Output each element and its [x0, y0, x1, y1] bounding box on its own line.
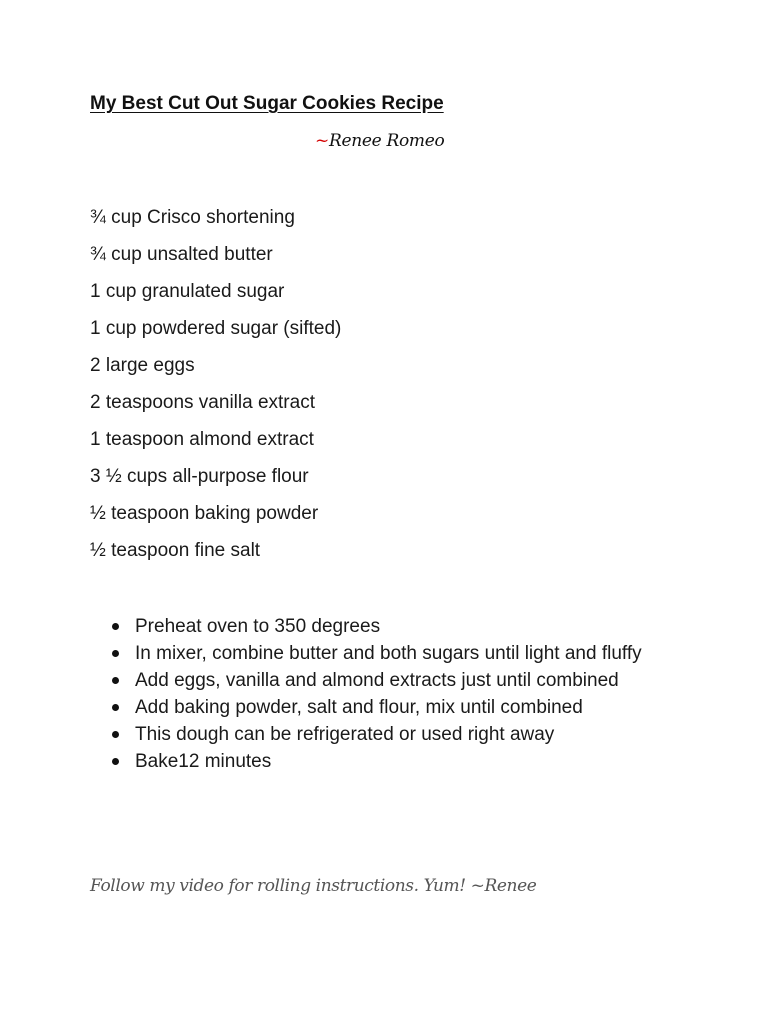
bullet-icon [112, 650, 119, 657]
instruction-list [108, 613, 688, 775]
ingredient-item: ¾ cup unsalted butter [90, 244, 273, 265]
author-name: Renee Romeo [328, 131, 445, 151]
instruction-item [108, 667, 688, 694]
instruction-text: This dough can be refrigerated or used right away [135, 724, 555, 745]
author-signature [315, 131, 444, 151]
author-tilde: ~ [315, 131, 329, 151]
ingredient-item: 2 large eggs [90, 355, 195, 376]
ingredient-list [90, 205, 341, 575]
footer-note: Follow my video for rolling instructions. Yum! ~Renee [90, 876, 537, 896]
instruction-text: Add eggs, vanilla and almond extracts just until combined [135, 670, 619, 691]
instruction-item [108, 721, 688, 748]
instruction-text: Add baking powder, salt and flour, mix until combined [135, 697, 583, 718]
ingredient-item: 2 teaspoons vanilla extract [90, 392, 315, 413]
ingredient-item: ½ teaspoon baking powder [90, 503, 319, 524]
instruction-item [108, 613, 688, 640]
bullet-icon [112, 758, 119, 765]
bullet-icon [112, 623, 119, 630]
bullet-icon [112, 704, 119, 711]
bullet-icon [112, 731, 119, 738]
instruction-text: Bake12 minutes [135, 751, 272, 772]
bullet-icon [112, 677, 119, 684]
page-title: My Best Cut Out Sugar Cookies Recipe [90, 93, 444, 114]
ingredient-item: ½ teaspoon fine salt [90, 540, 261, 561]
ingredient-item: ¾ cup Crisco shortening [90, 207, 295, 228]
ingredient-item: 1 teaspoon almond extract [90, 429, 314, 450]
ingredient-item: 1 cup powdered sugar (sifted) [90, 318, 342, 339]
ingredient-item: 1 cup granulated sugar [90, 281, 285, 302]
instruction-item [108, 640, 688, 667]
instruction-text: Preheat oven to 350 degrees [135, 616, 381, 637]
instruction-text: In mixer, combine butter and both sugars until light and fluffy [135, 643, 642, 664]
instruction-item [108, 694, 688, 721]
ingredient-item: 3 ½ cups all-purpose flour [90, 466, 309, 487]
instruction-item [108, 748, 688, 775]
